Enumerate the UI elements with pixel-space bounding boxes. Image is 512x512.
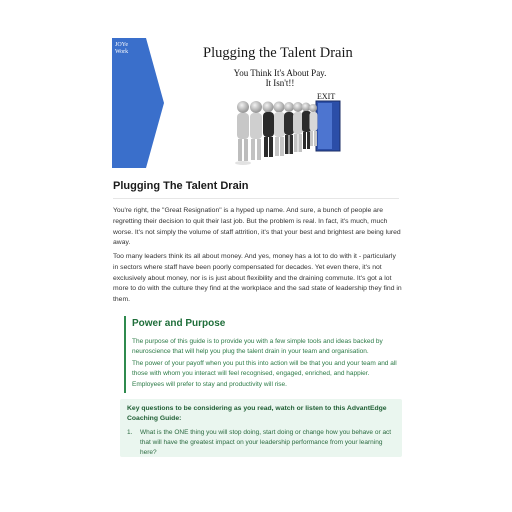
brand-chevron: [112, 38, 164, 168]
cover-title: Plugging the Talent Drain: [203, 45, 353, 61]
figure: [309, 104, 318, 146]
cover-subtitle-line2: It Isn't!!: [265, 78, 295, 88]
figure: [235, 101, 251, 165]
exit-sign: EXIT: [317, 92, 336, 101]
figure: [263, 102, 275, 158]
figure: [250, 101, 262, 160]
figure: [293, 102, 303, 152]
exit-queue-illustration: [234, 90, 346, 168]
question-number: 1.: [127, 429, 133, 436]
question-text: What is the ONE thing you will stop doing, start doing or change how you behave or act that will have the greatest impact on your leadership performance from your learning here?: [140, 429, 392, 456]
article-paragraph: Too many leaders think its all about money. And yes, money has a lot to do with it - particularly in sectors where staff have been poorly compensated for decades. Yet even there, it's not exclusively about money, nor is is just about flexibility and the draining commute. It's got a lot more to do with the culture they find at the workplace and the sad state of leadership they find in them.: [113, 253, 402, 304]
heading-divider: [113, 198, 399, 199]
power-purpose-callout: [124, 316, 404, 393]
callout-heading: Power and Purpose: [132, 318, 226, 329]
callout-paragraph: The purpose of this guide is to provide you with a few simple tools and ideas backed by neuroscience that will help you plug the talent drain in your team and organisation.: [132, 338, 383, 356]
article-paragraph: You're right, the "Great Resignation" is a hyped up name. And sure, a bunch of people are regretting their decision to quit their last job. But the problem is real. In fact, it's much, much worse. It's not simply the volume of staff attrition, it's that your best and brightest are being lured away.: [113, 207, 401, 247]
article-heading: Plugging The Talent Drain: [113, 180, 249, 192]
cover-subtitle: [225, 68, 335, 88]
figure-queue: [235, 101, 318, 165]
callout-paragraph: The power of your payoff when you put this into action will be that you and your team and all those with whom you interact will feel recognised, engaged, enriched, and happier. Employees will prefer to stay and productivity will rise.: [132, 360, 397, 388]
figure: [274, 102, 286, 157]
key-questions-box: [120, 399, 402, 457]
cover-subtitle-line1: You Think It's About Pay.: [233, 68, 327, 78]
key-questions-heading: Key questions to be considering as you read, watch or listen to this AdvantEdge Coaching Guide:: [127, 405, 387, 423]
exit-door-opening: [318, 103, 332, 149]
brand-logo: JOYe Work: [115, 42, 129, 55]
figure: [284, 102, 294, 154]
